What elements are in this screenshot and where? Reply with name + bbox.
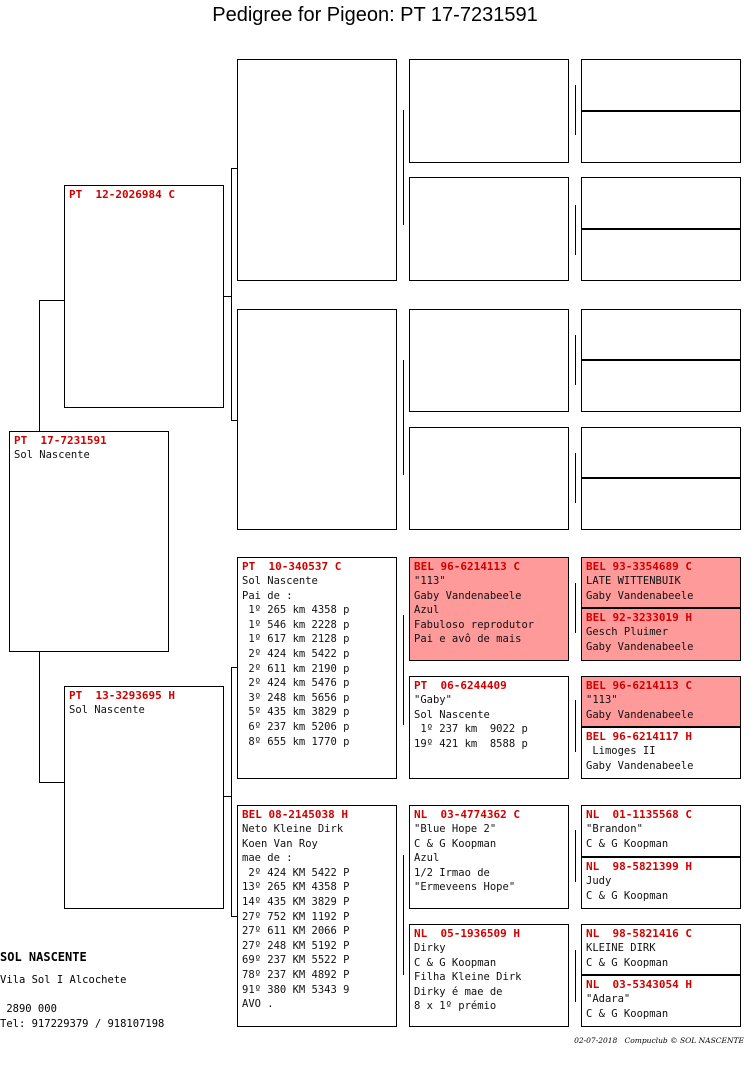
card-line: Gaby Vandenabeele	[586, 708, 694, 721]
pigeon-card-empty	[581, 177, 741, 229]
connector-line	[575, 583, 576, 633]
result-line: 1º 617 km 2128 p	[242, 633, 350, 646]
card-line: C & G Koopman	[586, 1007, 669, 1020]
pigeon-card-gen4-dddd[interactable]	[581, 975, 741, 1027]
result-line: 91º 380 KM 5343 9	[242, 983, 350, 996]
ring-number: BEL 93-3354689 C	[586, 560, 692, 573]
card-line: 1/2 Irmao de	[414, 866, 490, 879]
card-line: Dirky é mae de	[414, 985, 503, 998]
card-line: AVO .	[242, 998, 274, 1011]
result-line: 6º 237 km 5206 p	[242, 720, 350, 733]
card-line: "Blue Hope 2"	[414, 823, 497, 835]
card-line: "113"	[414, 575, 446, 587]
ring-number: PT 06-6244409	[414, 679, 507, 692]
ring-number: BEL 92-3233019 H	[586, 611, 692, 624]
card-line: "Brandon"	[586, 823, 643, 835]
result-line: 78º 237 KM 4892 P	[242, 968, 350, 981]
connector-line	[223, 796, 231, 797]
ring-number: NL 98-5821416 C	[586, 927, 692, 940]
card-line: Gaby Vandenabeele	[414, 589, 522, 602]
pigeon-card-empty	[581, 360, 741, 412]
result-line: 14º 435 KM 3829 P	[242, 895, 350, 908]
pigeon-card-gen4-dsss[interactable]	[581, 557, 741, 608]
connector-line	[403, 110, 404, 225]
ring-number: NL 03-4774362 C	[414, 808, 520, 821]
card-line: Dirky	[414, 942, 446, 954]
card-line: "Ermeveens Hope"	[414, 881, 516, 894]
card-line: Azul	[414, 852, 440, 865]
pigeon-card-dam-dam[interactable]	[237, 805, 397, 1027]
connector-line	[575, 205, 576, 255]
connector-line	[403, 360, 404, 475]
connector-line	[403, 615, 404, 725]
connector-line	[575, 830, 576, 882]
card-line: Pai de :	[242, 589, 293, 602]
footer-credit: 02-07-2018 Compuclub © SOL NASCENTE	[574, 1036, 744, 1045]
pigeon-card-empty	[237, 59, 397, 281]
pigeon-card-empty	[409, 309, 569, 412]
owner-name: SOL NASCENTE	[0, 950, 87, 964]
connector-line	[575, 453, 576, 503]
pigeon-card-empty	[581, 309, 741, 360]
result-line: 27º 752 KM 1192 P	[242, 910, 350, 923]
card-line: LATE WITTENBUIK	[586, 575, 681, 587]
ring-number: PT 13-3293695 H	[69, 689, 175, 702]
connector-line	[39, 652, 40, 782]
card-line: "113"	[586, 694, 618, 706]
connector-line	[575, 700, 576, 752]
pigeon-card-empty	[581, 59, 741, 111]
ring-number: BEL 96-6214117 H	[586, 730, 692, 743]
owner-phone: Tel: 917229379 / 918107198	[0, 1018, 165, 1030]
card-line: Sol Nascente	[69, 704, 145, 716]
connector-line	[39, 300, 40, 431]
card-line: "Adara"	[586, 993, 631, 1005]
ring-number: PT 10-340537 C	[242, 560, 342, 573]
card-line: Koen Van Roy	[242, 837, 318, 850]
result-line: 1º 237 km 9022 p	[414, 723, 528, 736]
card-line: Filha Kleine Dirk	[414, 971, 522, 984]
connector-line	[231, 168, 232, 420]
pigeon-card-gen4-ddss[interactable]	[581, 805, 741, 857]
page-title: Pedigree for Pigeon: PT 17-7231591	[212, 4, 538, 26]
card-line: C & G Koopman	[586, 889, 669, 902]
result-line: 1º 546 km 2228 p	[242, 618, 350, 631]
card-line: mae de :	[242, 852, 293, 865]
pigeon-card-gen4-ddsd[interactable]	[581, 857, 741, 909]
ring-number: PT 17-7231591	[14, 434, 107, 447]
card-line: Gaby Vandenabeele	[586, 759, 694, 772]
connector-line	[403, 855, 404, 975]
card-line: Neto Kleine Dirk	[242, 823, 344, 835]
card-line: Judy	[586, 875, 612, 887]
pigeon-card-subject[interactable]	[9, 431, 169, 652]
ring-number: BEL 96-6214113 C	[414, 560, 520, 573]
owner-address: Vila Sol I Alcochete	[0, 974, 127, 986]
pigeon-card-gen3-ddd[interactable]	[409, 924, 569, 1027]
card-line: KLEINE DIRK	[586, 942, 656, 954]
result-line: 1º 265 km 4358 p	[242, 604, 350, 617]
connector-line	[575, 85, 576, 135]
ring-number: NL 01-1135568 C	[586, 808, 692, 821]
pigeon-card-empty	[581, 111, 741, 163]
pigeon-card-empty	[581, 478, 741, 530]
pigeon-card-gen3-dds[interactable]	[409, 805, 569, 909]
card-line: C & G Koopman	[414, 837, 497, 850]
ring-number: BEL 96-6214113 C	[586, 679, 692, 692]
ring-number: NL 05-1936509 H	[414, 927, 520, 940]
pigeon-card-gen4-dsds[interactable]	[581, 676, 741, 727]
card-line: "Gaby"	[414, 694, 452, 706]
result-line: 2º 424 km 5422 p	[242, 647, 350, 660]
card-line: Gaby Vandenabeele	[586, 640, 694, 653]
result-line: 27º 611 KM 2066 P	[242, 925, 350, 938]
pigeon-card-gen4-ddds[interactable]	[581, 924, 741, 975]
result-line: 13º 265 KM 4358 P	[242, 881, 350, 894]
card-line: Limoges II	[586, 745, 656, 757]
connector-line	[231, 667, 232, 916]
result-line: 69º 237 KM 5522 P	[242, 954, 350, 967]
result-line: 8º 655 km 1770 p	[242, 735, 350, 748]
result-line: 2º 611 km 2190 p	[242, 662, 350, 675]
pigeon-card-empty	[237, 309, 397, 530]
connector-line	[39, 300, 64, 301]
card-line: Gaby Vandenabeele	[586, 589, 694, 602]
card-line: Gesch Pluimer	[586, 626, 669, 638]
pigeon-card-gen4-dssd[interactable]	[581, 608, 741, 661]
pigeon-card-gen3-dss[interactable]	[409, 557, 569, 661]
pigeon-card-dam-sire[interactable]	[237, 557, 397, 779]
pigeon-card-empty	[581, 427, 741, 478]
ring-number: NL 03-5343054 H	[586, 978, 692, 991]
card-line: Azul	[414, 604, 440, 617]
pigeon-card-empty	[409, 59, 569, 163]
result-line: 19º 421 km 8588 p	[414, 737, 528, 750]
connector-line	[575, 335, 576, 385]
card-line: C & G Koopman	[586, 837, 669, 850]
ring-number: PT 12-2026984 C	[69, 188, 175, 201]
card-line: Pai e avô de mais	[414, 633, 522, 646]
pigeon-card-dam[interactable]	[64, 686, 224, 909]
ring-number: BEL 08-2145038 H	[242, 808, 348, 821]
ring-number: NL 98-5821399 H	[586, 860, 692, 873]
result-line: 5º 435 km 3829 p	[242, 706, 350, 719]
connector-line	[223, 296, 231, 297]
result-line: 27º 248 KM 5192 P	[242, 939, 350, 952]
card-line: Sol Nascente	[242, 575, 318, 587]
card-line: Fabuloso reprodutor	[414, 618, 535, 631]
result-line: 2º 424 KM 5422 P	[242, 866, 350, 879]
result-line: 2º 424 km 5476 p	[242, 677, 350, 690]
pigeon-card-sire[interactable]	[64, 185, 224, 408]
card-line: Sol Nascente	[14, 449, 90, 461]
owner-postcode: 2890 000	[0, 1003, 57, 1015]
pigeon-card-empty	[409, 427, 569, 530]
connector-line	[39, 782, 64, 783]
pigeon-card-gen3-dsd[interactable]	[409, 676, 569, 779]
card-line: C & G Koopman	[414, 956, 497, 969]
card-line: Sol Nascente	[414, 708, 490, 721]
card-line: C & G Koopman	[586, 956, 669, 969]
pigeon-card-empty	[581, 229, 741, 281]
result-line: 3º 248 km 5656 p	[242, 691, 350, 704]
pigeon-card-gen4-dsdd[interactable]	[581, 727, 741, 779]
pigeon-card-empty	[409, 177, 569, 281]
connector-line	[575, 950, 576, 1002]
card-line: 8 x 1º prémio	[414, 1000, 497, 1013]
